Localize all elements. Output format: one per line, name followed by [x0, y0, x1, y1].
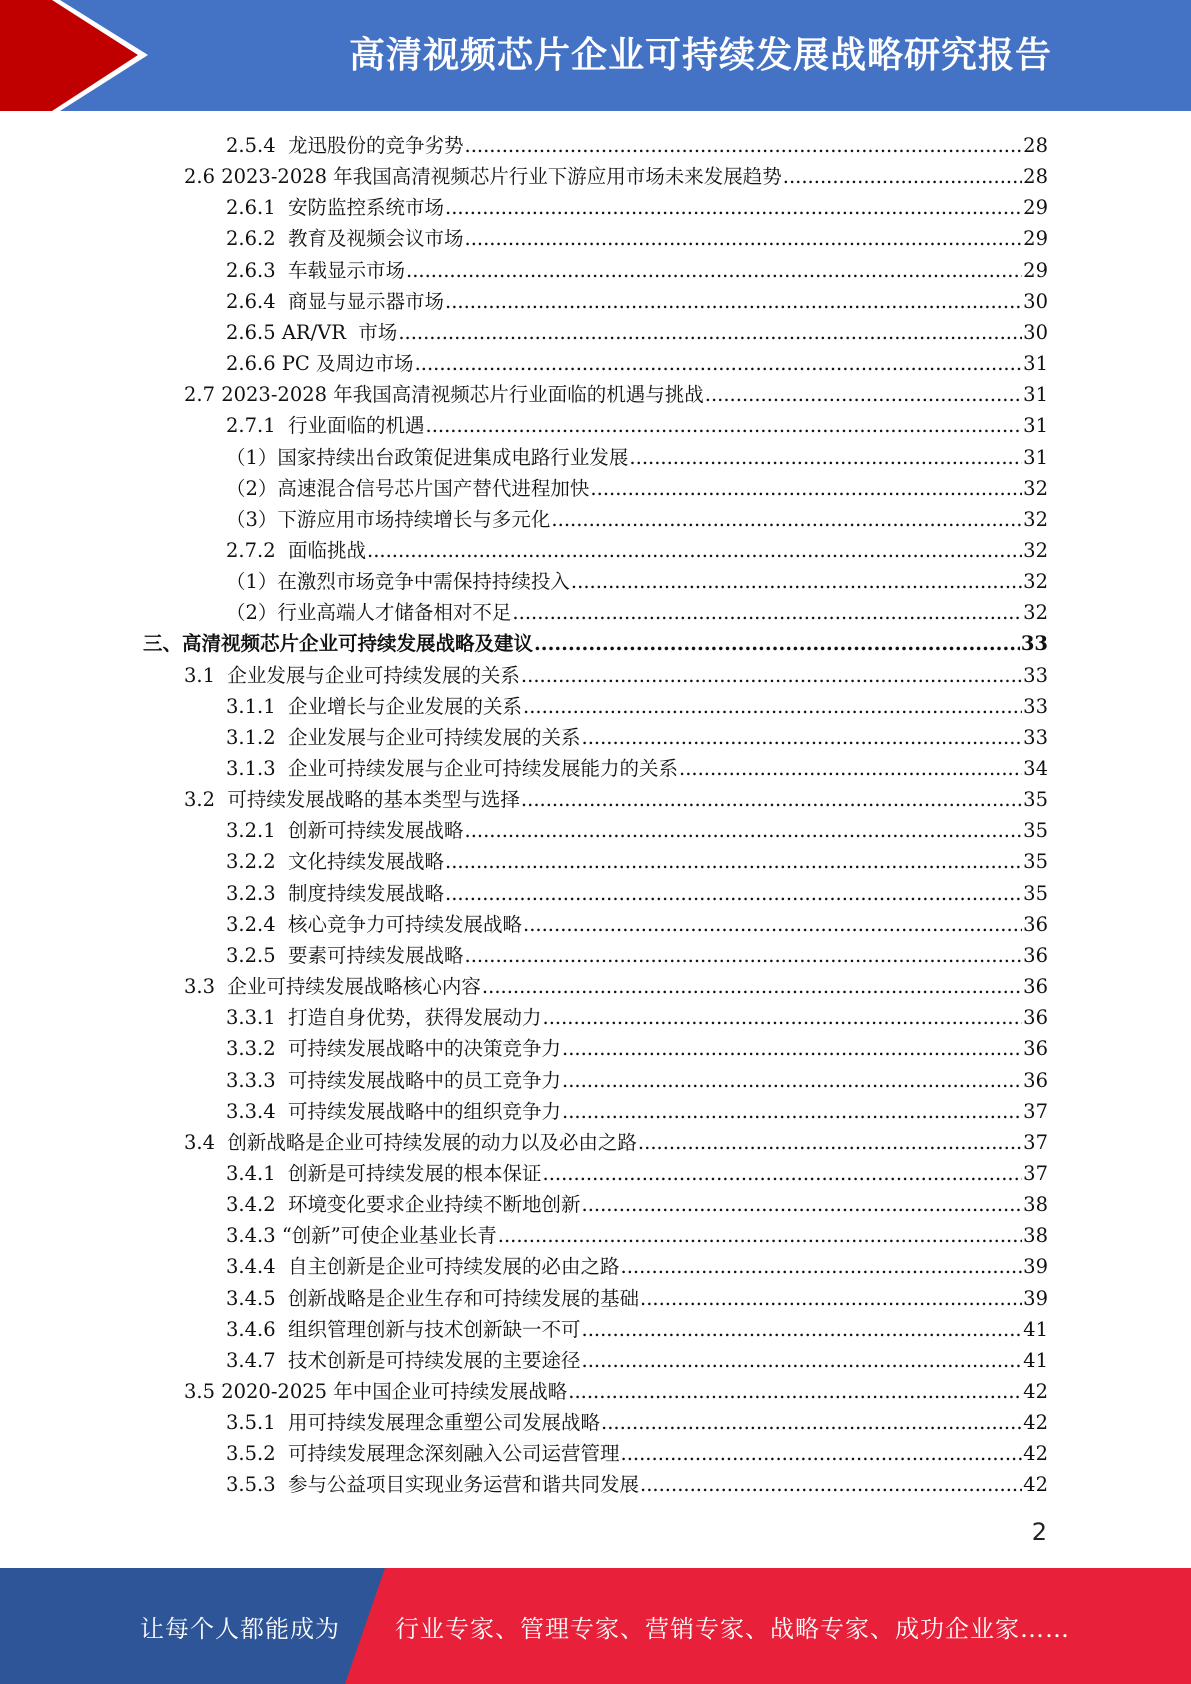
toc-entry-page: 35 [1023, 881, 1048, 905]
toc-entry[interactable] [226, 594, 1048, 625]
toc-entry-title: 2.6.6 PC 及周边市场 [226, 352, 414, 376]
toc-entry-page: 29 [1023, 196, 1048, 220]
toc-entry-title: 2.6.3 车载显示市场 [226, 258, 406, 282]
toc-entry-title: 3.4.2 环境变化要求企业持续不断地创新 [226, 1193, 581, 1217]
toc-entry-title: 3.5.3 参与公益项目实现业务运营和谐共同发展 [226, 1473, 640, 1497]
toc-entry[interactable] [226, 719, 1048, 750]
toc-entry-page: 36 [1023, 943, 1048, 967]
toc-entry-title: 三、高清视频芯片企业可持续发展战略及建议 [143, 632, 534, 656]
toc-entry-page: 30 [1023, 320, 1048, 344]
toc-dot-leader [621, 1442, 1023, 1466]
toc-entry[interactable] [226, 189, 1048, 220]
toc-entry-title: 3.2.4 核心竞争力可持续发展战略 [226, 912, 523, 936]
toc-entry-title: 3.2.3 制度持续发展战略 [226, 881, 445, 905]
toc-entry-page: 39 [1023, 1286, 1048, 1310]
toc-entry-title: （1）国家持续出台政策促进集成电路行业发展 [226, 445, 629, 469]
toc-dot-leader [705, 383, 1022, 407]
toc-entry-title: 2.6.5 AR/VR 市场 [226, 320, 398, 344]
toc-entry[interactable] [226, 345, 1048, 376]
toc-dot-leader [465, 819, 1023, 843]
toc-entry[interactable] [184, 1373, 1048, 1404]
toc-dot-leader [571, 570, 1022, 594]
toc-dot-leader [582, 726, 1023, 750]
toc-dot-leader [640, 1473, 1022, 1497]
toc-entry[interactable] [226, 906, 1048, 937]
toc-entry-page: 36 [1023, 975, 1048, 999]
toc-entry-page: 35 [1023, 819, 1048, 843]
toc-entry-title: 3.1.1 企业增长与企业发展的关系 [226, 694, 523, 718]
toc-dot-leader [406, 259, 1022, 283]
toc-entry-title: 3.3 企业可持续发展战略核心内容 [184, 975, 481, 999]
toc-entry[interactable] [226, 1466, 1048, 1497]
toc-dot-leader [590, 477, 1022, 501]
toc-entry[interactable] [226, 1311, 1048, 1342]
toc-entry-title: 3.1.2 企业发展与企业可持续发展的关系 [226, 725, 581, 749]
toc-entry[interactable] [226, 812, 1048, 843]
toc-dot-leader [445, 850, 1022, 874]
toc-entry-page: 35 [1023, 850, 1048, 874]
toc-entry-page: 37 [1023, 1130, 1048, 1154]
toc-entry-page: 42 [1023, 1380, 1048, 1403]
toc-entry-title: 3.1.3 企业可持续发展与企业可持续发展能力的关系 [226, 757, 679, 780]
toc-dot-leader [367, 539, 1022, 563]
toc-dot-leader [445, 196, 1022, 220]
toc-entry[interactable] [226, 314, 1048, 345]
toc-entry[interactable] [226, 1217, 1048, 1248]
toc-entry[interactable] [226, 252, 1048, 283]
toc-entry-title: 3.3.2 可持续发展战略中的决策竞争力 [226, 1037, 562, 1061]
toc-entry[interactable] [226, 439, 1048, 470]
toc-entry-page: 36 [1023, 912, 1048, 936]
toc-entry-title: 3.2.5 要素可持续发展战略 [226, 943, 464, 967]
toc-dot-leader [465, 227, 1023, 251]
toc-dot-leader [465, 134, 1023, 158]
toc-entry-page: 36 [1023, 1037, 1048, 1061]
toc-entry-page: 34 [1023, 757, 1048, 780]
toc-dot-leader [498, 1224, 1022, 1248]
toc-entry[interactable] [226, 875, 1048, 906]
toc-entry[interactable] [226, 470, 1048, 501]
toc-entry-page: 36 [1023, 1068, 1048, 1092]
toc-entry[interactable] [226, 1155, 1048, 1186]
toc-entry-title: （3）下游应用市场持续增长与多元化 [226, 507, 551, 531]
toc-entry-page: 42 [1023, 1442, 1048, 1466]
toc-dot-leader [445, 290, 1022, 314]
toc-dot-leader [465, 944, 1023, 968]
toc-entry-title: 3.4.4 自主创新是企业可持续发展的必由之路 [226, 1255, 620, 1279]
toc-entry[interactable] [226, 750, 1048, 781]
toc-entry-title: 3.1 企业发展与企业可持续发展的关系 [184, 663, 520, 687]
footer-slogan-right: 行业专家、管理专家、营销专家、战略专家、成功企业家…… [395, 1614, 1070, 1643]
toc-entry-title: 3.5.2 可持续发展理念深刻融入公司运营管理 [226, 1442, 620, 1466]
toc-entry[interactable] [184, 781, 1048, 812]
toc-entry[interactable] [184, 1124, 1048, 1155]
toc-entry[interactable] [184, 968, 1048, 999]
toc-entry-title: 3.2.1 创新可持续发展战略 [226, 819, 464, 843]
toc-entry[interactable] [184, 657, 1048, 688]
toc-entry[interactable] [226, 1186, 1048, 1217]
toc-entry-page: 31 [1023, 352, 1048, 376]
toc-entry-page: 32 [1023, 538, 1048, 562]
toc-entry-title: 3.2.2 文化持续发展战略 [226, 850, 445, 874]
page-header [0, 0, 1191, 111]
toc-entry[interactable] [226, 283, 1048, 314]
toc-entry-title: 3.4.1 创新是可持续发展的根本保证 [226, 1161, 542, 1185]
toc-entry-title: 2.6 2023-2028 年我国高清视频芯片行业下游应用市场未来发展趋势 [184, 165, 782, 189]
toc-dot-leader [562, 1069, 1022, 1093]
toc-entry-page: 42 [1023, 1411, 1048, 1435]
toc-entry-page: 31 [1023, 414, 1048, 438]
toc-dot-leader [562, 1037, 1022, 1061]
toc-entry-page: 32 [1023, 507, 1048, 531]
toc-dot-leader [512, 601, 1022, 625]
toc-dot-leader [582, 1193, 1023, 1217]
toc-entry-page: 33 [1023, 663, 1048, 687]
toc-dot-leader [521, 788, 1022, 812]
toc-dot-leader [543, 1006, 1023, 1030]
toc-entry-page: 33 [1020, 632, 1048, 656]
toc-entry-page: 31 [1023, 383, 1048, 407]
toc-entry-title: 2.7.2 面临挑战 [226, 538, 367, 562]
toc-entry[interactable] [226, 843, 1048, 874]
toc-dot-leader [415, 352, 1023, 376]
toc-entry[interactable] [226, 688, 1048, 719]
toc-entry-title: 3.5 2020-2025 年中国企业可持续发展战略 [184, 1380, 568, 1403]
toc-dot-leader [534, 632, 1020, 656]
toc-entry-page: 37 [1023, 1161, 1048, 1185]
toc-entry[interactable] [226, 127, 1048, 158]
toc-entry[interactable] [226, 1062, 1048, 1093]
toc-entry[interactable] [226, 1093, 1048, 1124]
toc-entry-title: 3.4.7 技术创新是可持续发展的主要途径 [226, 1348, 581, 1372]
toc-entry-page: 31 [1023, 445, 1048, 469]
toc-entry[interactable] [184, 376, 1048, 407]
toc-dot-leader [582, 1349, 1023, 1373]
toc-entry-title: 2.6.2 教育及视频会议市场 [226, 227, 464, 251]
toc-entry[interactable] [226, 407, 1048, 438]
toc-dot-leader [640, 1287, 1022, 1311]
toc-dot-leader [482, 975, 1022, 999]
toc-dot-leader [551, 508, 1022, 532]
toc-entry[interactable] [226, 532, 1048, 563]
toc-dot-leader [568, 1380, 1022, 1404]
toc-entry[interactable] [226, 1030, 1048, 1061]
toc-dot-leader [521, 664, 1022, 688]
toc-entry-title: 3.3.3 可持续发展战略中的员工竞争力 [226, 1068, 562, 1092]
toc-dot-leader [523, 913, 1022, 937]
toc-dot-leader [543, 1162, 1023, 1186]
toc-entry-title: 2.6.4 商显与显示器市场 [226, 289, 445, 313]
toc-entry-page: 35 [1023, 788, 1048, 812]
footer-slogan-left: 让每个人都能成为 [140, 1614, 340, 1643]
toc-entry-page: 42 [1023, 1473, 1048, 1497]
toc-dot-leader [629, 446, 1022, 470]
toc-entry-page: 37 [1023, 1099, 1048, 1123]
toc-entry[interactable] [226, 1404, 1048, 1435]
toc-dot-leader [398, 321, 1022, 345]
page-number: 2 [1031, 1518, 1047, 1546]
toc-entry-page: 29 [1023, 258, 1048, 282]
toc-entry[interactable] [226, 937, 1048, 968]
toc-entry-title: 3.2 可持续发展战略的基本类型与选择 [184, 788, 520, 812]
toc-dot-leader [601, 1411, 1022, 1435]
toc-entry-page: 32 [1023, 476, 1048, 500]
toc-dot-leader [426, 414, 1023, 438]
toc-entry-title: 2.7 2023-2028 年我国高清视频芯片行业面临的机遇与挑战 [184, 383, 704, 407]
toc-entry-title: 3.4.3 “创新”可使企业基业长青 [226, 1224, 497, 1248]
toc-entry-title: 3.5.1 用可持续发展理念重塑公司发展战略 [226, 1411, 601, 1435]
toc-entry-page: 32 [1023, 570, 1048, 594]
toc-entry-page: 32 [1023, 601, 1048, 625]
toc-entry[interactable] [226, 1248, 1048, 1279]
toc-entry[interactable] [143, 625, 1048, 656]
toc-entry-title: 2.5.4 龙迅股份的竞争劣势 [226, 134, 464, 157]
toc-dot-leader [523, 695, 1022, 719]
toc-dot-leader [679, 757, 1022, 781]
toc-dot-leader [582, 1318, 1023, 1342]
toc-entry-title: 3.3.1 打造自身优势，获得发展动力 [226, 1006, 542, 1030]
toc-entry-title: 3.4.5 创新战略是企业生存和可持续发展的基础 [226, 1286, 640, 1310]
toc-entry-page: 41 [1023, 1317, 1048, 1341]
toc-entry-title: 2.7.1 行业面临的机遇 [226, 414, 425, 438]
toc-entry-title: 3.4 创新战略是企业可持续发展的动力以及必由之路 [184, 1130, 637, 1154]
toc-entry-title: 3.4.6 组织管理创新与技术创新缺一不可 [226, 1317, 581, 1341]
toc-entry-title: 2.6.1 安防监控系统市场 [226, 196, 445, 220]
toc-entry[interactable] [184, 158, 1048, 189]
toc-entry-page: 39 [1023, 1255, 1048, 1279]
toc-entry-page: 30 [1023, 289, 1048, 313]
toc-entry[interactable] [226, 220, 1048, 251]
toc-entry[interactable] [226, 563, 1048, 594]
toc-entry-page: 38 [1023, 1193, 1048, 1217]
toc-dot-leader [445, 882, 1022, 906]
toc-dot-leader [562, 1100, 1022, 1124]
toc-entry-page: 38 [1023, 1224, 1048, 1248]
toc-entry-page: 29 [1023, 227, 1048, 251]
toc-entry-page: 28 [1023, 165, 1048, 189]
toc-entry-title: （2）高速混合信号芯片国产替代进程加快 [226, 476, 590, 500]
header-arrow-decoration [0, 0, 160, 111]
toc-entry[interactable] [226, 1342, 1048, 1373]
report-title: 高清视频芯片企业可持续发展战略研究报告 [348, 35, 1052, 76]
toc-dot-leader [638, 1131, 1022, 1155]
toc-entry-title: （1）在激烈市场竞争中需保持持续投入 [226, 570, 570, 594]
toc-entry[interactable] [226, 999, 1048, 1030]
toc-entry[interactable] [226, 501, 1048, 532]
toc-entry-page: 28 [1023, 134, 1048, 157]
toc-entry-page: 36 [1023, 1006, 1048, 1030]
toc-entry-page: 33 [1023, 694, 1048, 718]
toc-entry[interactable] [226, 1435, 1048, 1466]
toc-entry-title: 3.3.4 可持续发展战略中的组织竞争力 [226, 1099, 562, 1123]
toc-entry[interactable] [226, 1280, 1048, 1311]
toc-dot-leader [621, 1255, 1023, 1279]
toc-dot-leader [783, 165, 1022, 189]
toc-entry-title: （2）行业高端人才储备相对不足 [226, 601, 512, 625]
page-footer [0, 1568, 1191, 1684]
toc-entry-page: 33 [1023, 725, 1048, 749]
toc-entry-page: 41 [1023, 1348, 1048, 1372]
